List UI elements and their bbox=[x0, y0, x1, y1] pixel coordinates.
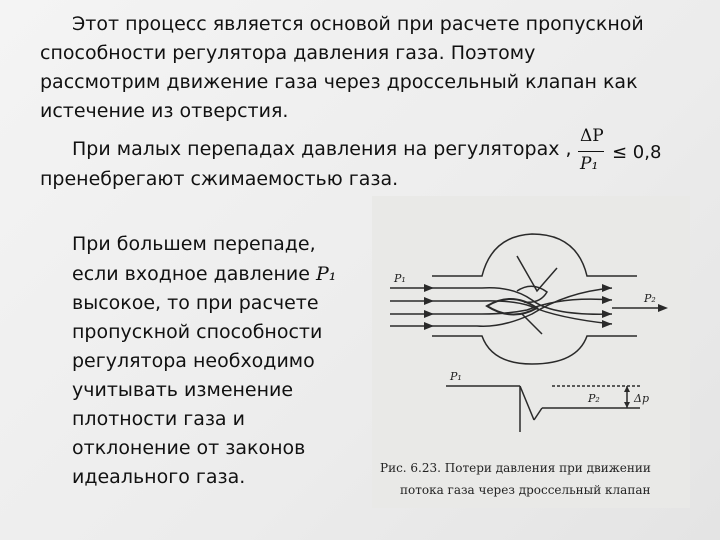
paragraph-3-line-4: пропускной способности bbox=[72, 321, 323, 343]
paragraph-3-line-3: высокое, то при расчете bbox=[72, 292, 319, 314]
paragraph-1-line-4: истечение из отверстия. bbox=[40, 100, 289, 122]
flow-line bbox=[390, 288, 612, 326]
paragraph-1-line-1: Этот процесс является основой при расчете пропускной bbox=[72, 13, 644, 35]
paragraph-3-line-2-text: если входное давление bbox=[72, 263, 310, 285]
label-p2-level: P₂ bbox=[588, 392, 600, 405]
label-p1-inlet: P₁ bbox=[394, 272, 406, 285]
formula-relation: ≤ 0,8 bbox=[612, 142, 662, 163]
paragraph-3-line-1: При большем перепаде, bbox=[72, 233, 316, 255]
paragraph-2-line-1: При малых перепадах давления на регуляторах , bbox=[72, 138, 572, 160]
paragraph-3-line-8: отклонение от законов bbox=[72, 437, 306, 459]
label-p1-level: P₁ bbox=[450, 370, 462, 383]
paragraph-3-line-6: учитывать изменение bbox=[72, 379, 294, 401]
fraction-bar bbox=[578, 151, 604, 152]
label-dp: Δp bbox=[634, 392, 649, 405]
paragraph-3-line-5: регулятора необходимо bbox=[72, 350, 315, 372]
figure-caption-line-2: потока газа через дроссельный клапан bbox=[400, 483, 651, 497]
paragraph-3-line-2 bbox=[72, 262, 336, 286]
paragraph-3-line-7: плотности газа и bbox=[72, 408, 245, 430]
throttle-valve-figure bbox=[372, 196, 690, 508]
figure-caption-line-1: Рис. 6.23. Потери давления при движении bbox=[380, 461, 651, 475]
valve-body-outline bbox=[432, 234, 637, 276]
paragraph-1-line-3: рассмотрим движение газа через дроссельный клапан как bbox=[40, 71, 638, 93]
paragraph-2-line-2: пренебрегают сжимаемостью газа. bbox=[40, 168, 399, 190]
formula-numerator: ΔP bbox=[580, 126, 604, 146]
paragraph-1-line-2: способности регулятора давления газа. Поэтому bbox=[40, 42, 536, 64]
throttle-valve-diagram bbox=[372, 196, 690, 508]
paragraph-3-line-9: идеального газа. bbox=[72, 466, 246, 488]
pressure-drop-line bbox=[520, 386, 534, 420]
inline-p1-symbol: P₁ bbox=[315, 263, 337, 285]
formula-denominator: P₁ bbox=[580, 154, 599, 174]
label-p2-outlet: P₂ bbox=[644, 292, 656, 305]
